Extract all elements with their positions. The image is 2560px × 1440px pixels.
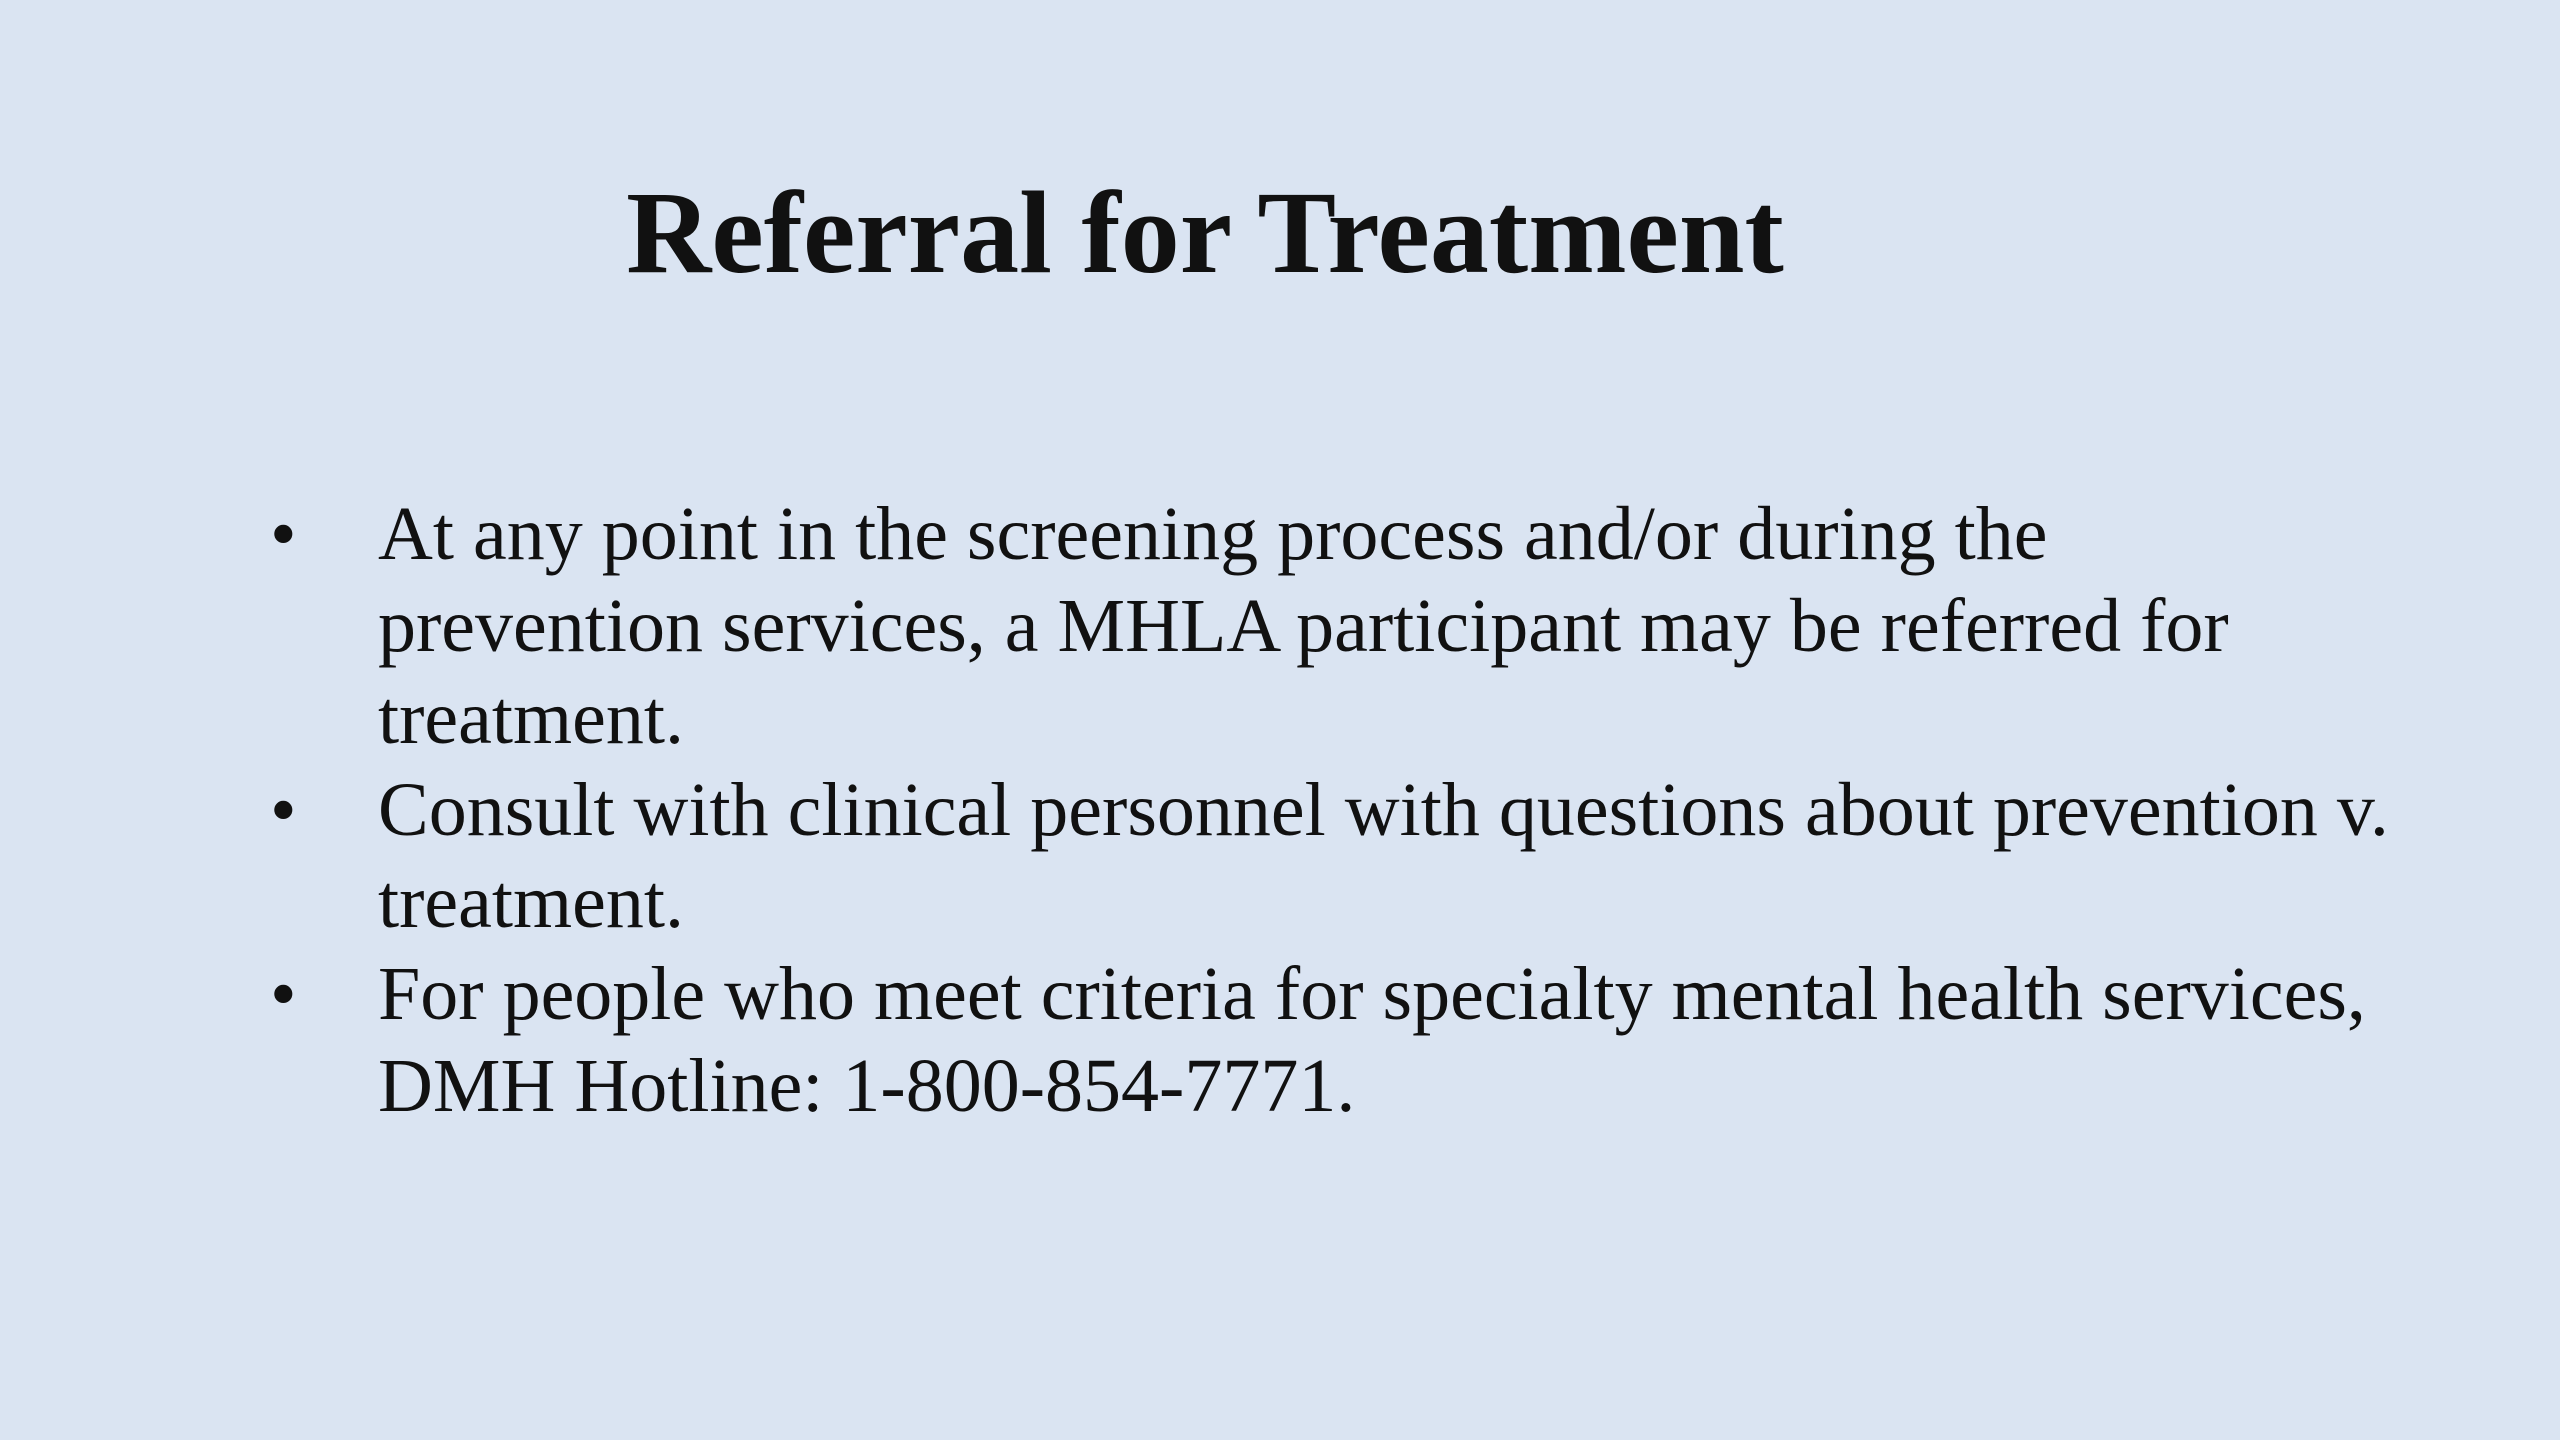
bullet-item bbox=[270, 488, 2390, 764]
bullet-list bbox=[270, 488, 2390, 1132]
bullet-text: For people who meet criteria for specialty mental health services, DMH Hotline: 1-800-854-7771. bbox=[378, 952, 2366, 1128]
bullet-icon: • bbox=[270, 952, 297, 1036]
bullet-icon: • bbox=[270, 768, 297, 852]
bullet-item bbox=[270, 764, 2390, 948]
bullet-item bbox=[270, 948, 2390, 1132]
bullet-icon: • bbox=[270, 492, 297, 576]
bullet-text: Consult with clinical personnel with questions about prevention v. treatment. bbox=[378, 768, 2389, 944]
slide-title: Referral for Treatment bbox=[626, 167, 1784, 298]
bullet-text: At any point in the screening process and/or during the prevention services, a MHLA participant may be referred for treatment. bbox=[378, 492, 2229, 760]
